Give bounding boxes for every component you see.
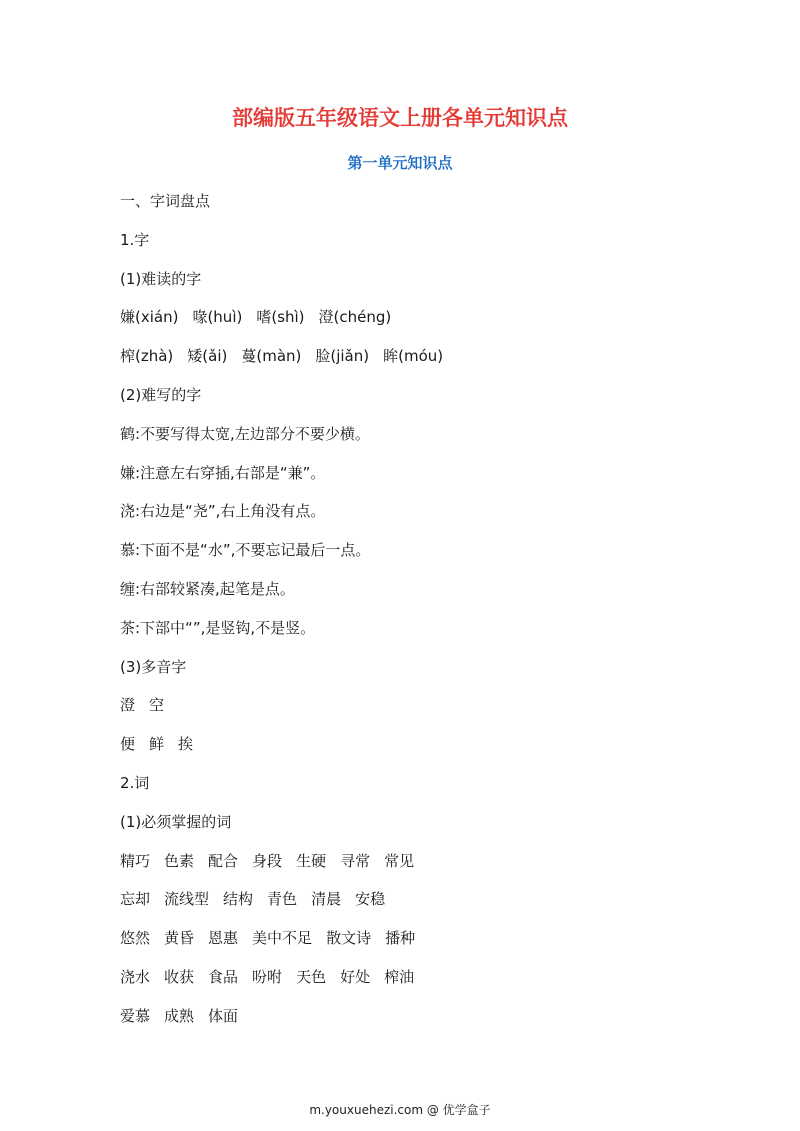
term-item: 美中不足 bbox=[252, 929, 313, 948]
term-item: 挨 bbox=[178, 735, 194, 754]
text-line: 1.字 bbox=[120, 230, 150, 249]
text-line: 2.词 bbox=[120, 773, 150, 792]
term-item: 流线型 bbox=[164, 890, 210, 909]
text-line: 茶:下部中“”,是竖钩,不是竖。 bbox=[120, 618, 316, 637]
text-line: (2)难写的字 bbox=[120, 385, 202, 404]
term-item: 喙(huì) bbox=[192, 308, 243, 327]
text-line: (1)难读的字 bbox=[120, 269, 202, 288]
term-item: 精巧 bbox=[120, 851, 151, 870]
term-row bbox=[120, 966, 740, 1005]
term-item: 悠然 bbox=[120, 929, 151, 948]
text-line: 鹤:不要写得太宽,左边部分不要少横。 bbox=[120, 424, 370, 443]
term-item: 鲜 bbox=[149, 735, 165, 754]
term-item: 生硬 bbox=[296, 851, 327, 870]
term-item: 空 bbox=[149, 696, 165, 715]
term-row bbox=[120, 345, 740, 384]
text-line: 一、字词盘点 bbox=[120, 192, 211, 210]
term-row bbox=[120, 306, 740, 345]
term-item: 脸(jiǎn) bbox=[315, 347, 370, 366]
text-line: 缠:右部较紧凑,起笔是点。 bbox=[120, 579, 295, 598]
term-item: 爱慕 bbox=[120, 1006, 151, 1025]
section-title: 第一单元知识点 bbox=[347, 154, 453, 172]
term-item: 常见 bbox=[384, 851, 415, 870]
term-item: 忘却 bbox=[120, 890, 151, 909]
term-item: 青色 bbox=[267, 890, 298, 909]
term-item: 播种 bbox=[385, 929, 416, 948]
term-item: 榨(zhà) bbox=[120, 347, 174, 366]
term-item: 配合 bbox=[208, 851, 239, 870]
text-line: 慕:下面不是“水”,不要忘记最后一点。 bbox=[120, 541, 371, 560]
term-row bbox=[120, 850, 740, 889]
document-body bbox=[120, 190, 740, 1044]
term-item: 色素 bbox=[164, 851, 195, 870]
term-row bbox=[120, 733, 740, 772]
term-item: 眸(móu) bbox=[383, 347, 444, 366]
term-item: 寻常 bbox=[340, 851, 371, 870]
term-item: 安稳 bbox=[355, 890, 386, 909]
page-title: 部编版五年级语文上册各单元知识点 bbox=[232, 106, 568, 130]
text-line: (3)多音字 bbox=[120, 657, 187, 676]
term-item: 体面 bbox=[208, 1006, 239, 1025]
text-line: 嫌:注意左右穿插,右部是“兼”。 bbox=[120, 463, 326, 482]
term-item: 食品 bbox=[208, 967, 239, 986]
term-item: 清晨 bbox=[311, 890, 342, 909]
term-item: 蔓(màn) bbox=[241, 347, 302, 366]
term-item: 恩惠 bbox=[208, 929, 239, 948]
term-item: 浇水 bbox=[120, 967, 151, 986]
term-item: 结构 bbox=[223, 890, 254, 909]
footer-watermark: m.youxuehezi.com @ 优学盒子 bbox=[309, 1103, 491, 1117]
term-item: 好处 bbox=[340, 967, 371, 986]
text-line: 浇:右边是“尧”,右上角没有点。 bbox=[120, 502, 326, 521]
term-row bbox=[120, 1005, 740, 1044]
term-item: 矮(ǎi) bbox=[187, 347, 228, 366]
term-item: 澄(chéng) bbox=[318, 308, 392, 327]
term-item: 榨油 bbox=[384, 967, 415, 986]
term-item: 嗜(shì) bbox=[256, 308, 305, 327]
term-item: 黄昏 bbox=[164, 929, 195, 948]
text-line: (1)必须掌握的词 bbox=[120, 812, 232, 831]
term-item: 嫌(xián) bbox=[120, 308, 179, 327]
term-row bbox=[120, 694, 740, 733]
term-row bbox=[120, 927, 740, 966]
term-item: 吩咐 bbox=[252, 967, 283, 986]
term-row bbox=[120, 888, 740, 927]
term-item: 身段 bbox=[252, 851, 283, 870]
term-item: 成熟 bbox=[164, 1006, 195, 1025]
term-item: 便 bbox=[120, 735, 136, 754]
term-item: 澄 bbox=[120, 696, 136, 715]
term-item: 天色 bbox=[296, 967, 327, 986]
term-item: 散文诗 bbox=[326, 929, 372, 948]
term-item: 收获 bbox=[164, 967, 195, 986]
